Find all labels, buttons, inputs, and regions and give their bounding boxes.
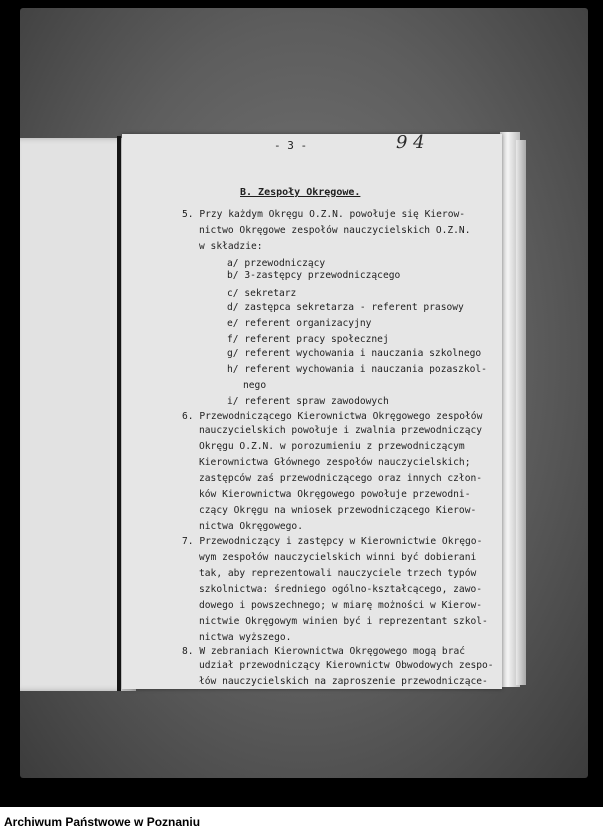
list-item: f/ referent pracy społecznej (227, 334, 389, 345)
text-line: czący Okręgu na wniosek przewodniczącego Kierow- (199, 505, 477, 516)
text-line: szkolnictwa: średniego ogólno-kształcącego, zawo- (199, 584, 483, 595)
list-item: nego (243, 380, 267, 391)
page-number: - 3 - (274, 139, 308, 152)
section-title: B. Zespoły Okręgowe. (240, 187, 361, 198)
list-item: h/ referent wychowania i nauczania pozaszkol- (227, 364, 487, 375)
text-line: dowego i powszechnego; w miarę możności w Kierow- (199, 600, 483, 611)
text-line: nictwo Okręgowe zespołów nauczycielskich O.Z.N. (199, 225, 471, 236)
list-item: g/ referent wychowania i nauczania szkolnego (227, 348, 482, 359)
text-line: udział przewodniczący Kierownictw Obwodowych zespo- (199, 660, 494, 671)
text-line: nauczycielskich powołuje i zwalnia przewodniczący (199, 425, 483, 436)
text-line: 6. Przewodniczącego Kierownictwa Okręgowego zespołów (182, 411, 483, 422)
sheet-edge-shadow (516, 140, 526, 685)
text-line: nictwa wyższego. (199, 632, 292, 643)
text-line: 5. Przy każdym Okręgu O.Z.N. powołuje się Kierow- (182, 209, 466, 220)
text-line: nictwie Okręgowym winien być i reprezentant szkol- (199, 616, 488, 627)
page-fold (117, 136, 121, 691)
text-line: ków Kierownictwa Okręgowego powołuje przewodni- (199, 489, 471, 500)
text-line: Okręgu O.Z.N. w porozumieniu z przewodniczącym (199, 441, 465, 452)
list-item: e/ referent organizacyjny (227, 318, 372, 329)
text-line: tak, aby reprezentowali nauczyciele trzech typów (199, 568, 477, 579)
archive-credit: Archiwum Państwowe w Poznaniu (4, 815, 201, 829)
list-item: c/ sekretarz (227, 288, 297, 299)
list-item: d/ zastępca sekretarza - referent prasowy (227, 302, 464, 313)
text-line: zastępców zaś przewodniczącego oraz innych człon- (199, 473, 483, 484)
list-item: i/ referent spraw zawodowych (227, 396, 389, 407)
text-line: nictwa Okręgowego. (199, 521, 303, 532)
text-line: Kierownictwa Głównego zespołów nauczycielskich; (199, 457, 471, 468)
text-line: łów nauczycielskich na zaproszenie przewodniczące- (199, 676, 488, 687)
text-line: 8. W zebraniach Kierownictwa Okręgowego mogą brać (182, 646, 466, 657)
text-line: 7. Przewodniczący i zastępcy w Kierownictwie Okręgo- (182, 536, 483, 547)
list-item: b/ 3-zastępcy przewodniczącego (227, 270, 401, 281)
text-line: w składzie: (199, 241, 263, 252)
handwritten-folio-number: 9 4 (396, 132, 425, 153)
list-item: a/ przewodniczący (227, 258, 326, 269)
text-line: wym zespołów nauczycielskich winni być dobierani (199, 552, 477, 563)
